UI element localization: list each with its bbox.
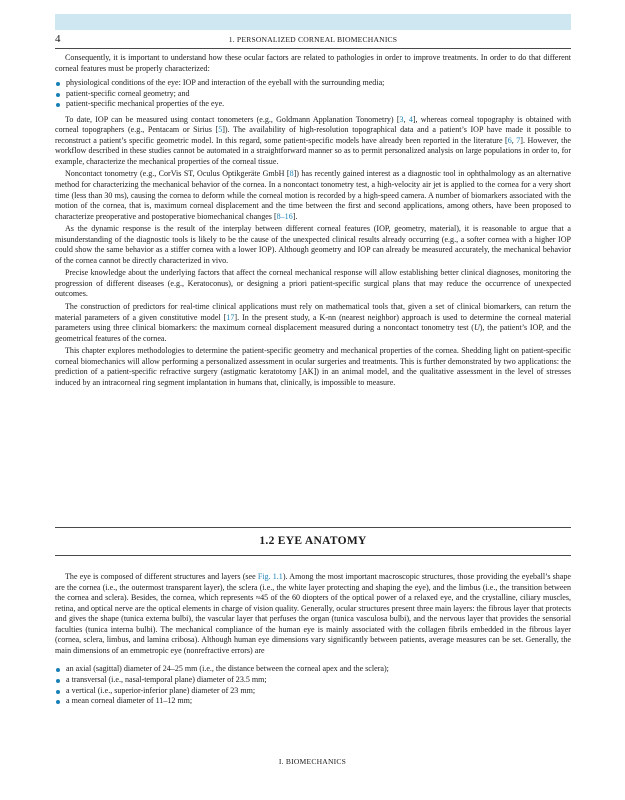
figure-link[interactable]: Fig. 1.1 (257, 572, 283, 582)
paragraph-chapter-scope: This chapter explores methodologies to determine the patient-specific geometry and mechanical properties of the cornea. Shedding light on patient-specific corneal biomechanics will allow performing a personalized assessment in ocular surgeries and treatments. This is further demonstrated by two applications: the prediction of a patient-specific refractive surgery (astigmatic keratotomy [AK]) in an animal model, and the qualitative assessment in the level of stresses induced by an intracorneal ring segment implantation in humans that, clinically, is impossible to measure. (55, 346, 571, 387)
paragraph-noncontact: Noncontact tonometry (e.g., CorVis ST, Oculus Optikgeräte GmbH [8]) has recently gained interest as a diagnostic tool in ophthalmology as an alternative method for characterizing the mechanical behavior of the cornea. In a noncontact tonometry test, a high-velocity air jet is applied to the cornea for a very short time (less than 30 ms), causing the cornea to deform while the corneal motion is recorded by a high-speed camera. A number of biomarkers associated with the motion of the cornea, that is, maximum corneal displacement and the time between the first and second applications, among others, have been proposed to characterize preoperative and postoperative biomechanical changes [8–16]. (55, 169, 571, 221)
citation-link[interactable]: 4 (408, 114, 413, 124)
list-item: a mean corneal diameter of 11–12 mm; (55, 696, 571, 707)
paragraph-eye-anatomy: The eye is composed of different structures and layers (see Fig. 1.1). Among the most important macroscopic structures, those providing the eyeball’s shape are the cornea (i.e., the outermost transparent layer), the sclera (i.e., the white layer protecting and shaping the eye), and the limbus (i.e., the transition between the cornea and sclera). Besides, the cornea, which represents ≈45 of the 60 diopters of the optical power of a relaxed eye, and the crystalline, ciliary muscles, retina, and optical nerve are the optical elements in charge of vision quality. Generally, ocular structures present three main layers: the fibrous layer that protects and gives the shape (tunica externa bulbi), the vascular layer that perfuses the organ (tunica vasculosa bulbi), and the nervous layer that provides the sensorial faculties (tunica interna bulbi). The mechanical compliance of the human eye is mainly associated with the collagen fibrils embedded in the fibrous layer (cornea, sclera, limbus, and lamina cribosa). Although human eye dimensions vary significantly between patients, average measures can be set. Generally, the main dimensions of an emmetropic eye (nonrefractive errors) are (55, 572, 571, 655)
header-rule (55, 48, 571, 49)
page-number: 4 (55, 33, 61, 45)
list-item: a transversal (i.e., nasal-temporal plane) diameter of 23.5 mm; (55, 675, 571, 686)
paragraph-knowledge: Precise knowledge about the underlying factors that affect the corneal mechanical response will allow establishing better clinical diagnoses, monitoring the progression of different diseases (e.g., Keratoconus), or designing a priori patient-specific surgical plans that may reduce the occurrence of unexpected outcomes. (55, 268, 571, 299)
paragraph-iop: To date, IOP can be measured using contact tonometers (e.g., Goldmann Applanation Tonometry) [3, 4], whereas corneal topography is obtained with corneal topographers (e.g., Pentacam or Sirius [5]). The availability of high-resolution topographical data and a patient’s IOP have made it possible to reconstruct a patient’s specific geometric model. In this regard, some patient-specific models have already been reported in the literature [6, 7]. However, the workflow described in these studies cannot be automated in a straightforward manner so as to permit personalized analysis on large populations in order to, for example, characterize the mechanical properties of the corneal tissue. (55, 114, 571, 166)
citation-link[interactable]: 8 (289, 169, 294, 179)
running-title: 1. PERSONALIZED CORNEAL BIOMECHANICS (228, 35, 398, 44)
dimensions-list (55, 664, 571, 706)
citation-link[interactable]: 17 (226, 312, 235, 322)
main-text-block (55, 53, 571, 388)
header-color-bar (55, 14, 571, 30)
section-rule-bottom (55, 555, 571, 556)
citation-link[interactable]: 6 (507, 135, 512, 145)
section-text-block (55, 564, 571, 707)
citation-link[interactable]: 8–16 (276, 211, 293, 221)
features-list (55, 78, 571, 110)
list-item: patient-specific mechanical properties of the eye. (55, 99, 571, 110)
paragraph-dynamic: As the dynamic response is the result of the interplay between different corneal features (IOP, geometry, material), it is reasonable to argue that a misunderstanding of the diagnostic tools is likely to be the cause of the unexpected clinical results already occurring (e.g., a softer cornea with a higher IOP could show the same behavior as a stiffer cornea with a lower IOP). Although geometry and IOP can already be measured accurately, the mechanical behavior of the cornea cannot be directly characterized in vivo. (55, 224, 571, 265)
paragraph-predictors: The construction of predictors for real-time clinical applications must rely on mathematical tools that, given a set of clinical biomarkers, can return the material parameters of a given constitutive model [17]. In the present study, a K-nn (nearest neighbor) approach is used to determine the corneal material parameters using three clinical biomarkers: the maximum corneal displacement measured during a noncontact tonometry test (U), the patient’s IOP, and the geometrical features of the cornea. (55, 302, 572, 343)
intro-paragraph: Consequently, it is important to understand how these ocular factors are related to pathologies in order to improve treatments. In order to do that different corneal features must be properly characterized: (55, 53, 571, 73)
section-heading-block (55, 527, 571, 556)
section-rule-top (55, 527, 571, 528)
running-header (55, 35, 571, 47)
list-item: a vertical (i.e., superior-inferior plane) diameter of 23 mm; (55, 686, 571, 697)
citation-link[interactable]: 5 (218, 125, 223, 135)
list-item: an axial (sagittal) diameter of 24–25 mm (i.e., the distance between the corneal apex and the sclera); (55, 664, 571, 675)
section-title: 1.2 EYE ANATOMY (259, 535, 367, 547)
list-item: patient-specific corneal geometry; and (55, 89, 571, 100)
list-item: physiological conditions of the eye: IOP and interaction of the eyeball with the surrounding media; (55, 78, 571, 89)
citation-link[interactable]: 7 (516, 135, 521, 145)
citation-link[interactable]: 3 (399, 114, 404, 124)
page-footer: I. BIOMECHANICS (278, 757, 347, 766)
